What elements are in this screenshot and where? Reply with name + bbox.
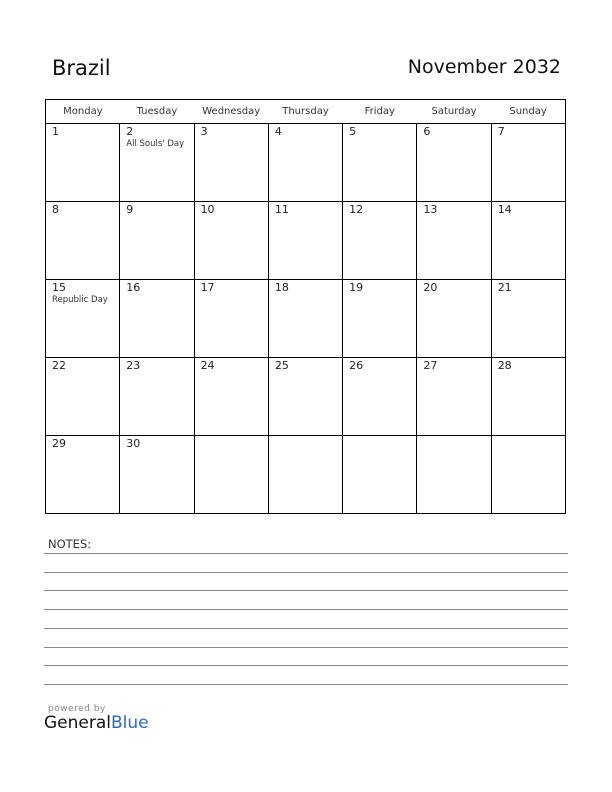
day-number: 17 xyxy=(200,281,215,294)
notes-line xyxy=(44,665,568,666)
weekday-thursday: Thursday xyxy=(268,100,342,124)
day-number: 16 xyxy=(126,281,141,294)
day-cell[interactable] xyxy=(268,202,342,280)
day-number: 6 xyxy=(423,125,431,138)
country-title: Brazil xyxy=(52,56,111,80)
day-number: 10 xyxy=(200,203,215,216)
day-cell[interactable] xyxy=(194,280,268,358)
day-cell[interactable] xyxy=(343,124,417,202)
day-number: 5 xyxy=(349,125,357,138)
day-number: 15 xyxy=(52,281,66,294)
notes-label: NOTES: xyxy=(48,537,92,551)
day-cell[interactable] xyxy=(46,436,120,514)
weekday-wednesday: Wednesday xyxy=(194,100,268,124)
powered-by-text: powered by xyxy=(48,704,106,714)
weekday-monday: Monday xyxy=(46,100,120,124)
week-row xyxy=(46,124,566,202)
day-number: 1 xyxy=(52,125,59,138)
day-cell[interactable] xyxy=(194,358,268,436)
day-cell[interactable] xyxy=(194,436,268,514)
week-row xyxy=(46,202,566,280)
day-cell[interactable] xyxy=(417,436,491,514)
day-cell[interactable] xyxy=(417,124,491,202)
brand-logo xyxy=(44,713,149,733)
day-cell[interactable] xyxy=(120,280,194,358)
day-number: 26 xyxy=(349,359,364,372)
day-cell[interactable] xyxy=(343,280,417,358)
day-number: 11 xyxy=(274,203,289,216)
day-cell[interactable] xyxy=(268,280,342,358)
day-cell[interactable] xyxy=(343,436,417,514)
day-number: 2 xyxy=(126,125,134,138)
notes-line xyxy=(44,628,568,629)
day-number: 13 xyxy=(423,203,438,216)
week-row xyxy=(46,358,566,436)
day-cell[interactable] xyxy=(491,124,565,202)
day-number: 14 xyxy=(497,203,512,216)
day-number: 20 xyxy=(423,281,438,294)
day-cell[interactable] xyxy=(194,202,268,280)
day-number: 12 xyxy=(349,203,364,216)
notes-line xyxy=(44,572,568,573)
day-cell[interactable] xyxy=(491,202,565,280)
notes-line xyxy=(44,553,568,554)
week-row xyxy=(46,280,566,358)
day-cell[interactable] xyxy=(417,358,491,436)
day-cell[interactable] xyxy=(46,124,120,202)
day-number: 23 xyxy=(126,359,141,372)
day-number: 9 xyxy=(126,203,134,216)
day-cell[interactable] xyxy=(491,280,565,358)
notes-line xyxy=(44,590,568,591)
day-cell[interactable] xyxy=(343,358,417,436)
day-number: 24 xyxy=(200,359,215,372)
holiday-label: Republic Day xyxy=(52,295,108,305)
footer-branding xyxy=(44,704,149,733)
holiday-label: All Souls' Day xyxy=(126,139,185,149)
weekday-saturday: Saturday xyxy=(417,100,491,124)
day-cell[interactable] xyxy=(491,358,565,436)
day-cell[interactable] xyxy=(268,358,342,436)
day-number: 21 xyxy=(497,281,512,294)
brand-blue: Blue xyxy=(111,713,149,733)
day-cell[interactable] xyxy=(194,124,268,202)
weekday-friday: Friday xyxy=(343,100,417,124)
week-row xyxy=(46,436,566,514)
day-cell[interactable] xyxy=(491,436,565,514)
day-number: 28 xyxy=(497,359,512,372)
day-cell[interactable] xyxy=(46,202,120,280)
notes-line xyxy=(44,647,568,648)
month-year-title: November 2032 xyxy=(407,56,561,78)
day-cell[interactable] xyxy=(120,202,194,280)
weekday-header-row xyxy=(46,100,566,124)
day-number: 25 xyxy=(274,359,289,372)
day-number: 3 xyxy=(200,125,208,138)
day-number: 27 xyxy=(423,359,438,372)
day-number: 8 xyxy=(52,203,59,216)
notes-line xyxy=(44,684,568,685)
day-number: 30 xyxy=(126,437,141,450)
day-cell[interactable] xyxy=(120,124,194,202)
day-cell[interactable] xyxy=(46,358,120,436)
day-cell[interactable] xyxy=(417,202,491,280)
notes-line xyxy=(44,609,568,610)
day-number: 29 xyxy=(52,437,66,450)
brand-general: General xyxy=(44,713,111,733)
weekday-tuesday: Tuesday xyxy=(120,100,194,124)
weekday-sunday: Sunday xyxy=(491,100,565,124)
day-cell[interactable] xyxy=(46,280,120,358)
day-number: 4 xyxy=(274,125,282,138)
day-number: 22 xyxy=(52,359,66,372)
day-cell[interactable] xyxy=(268,124,342,202)
day-number: 18 xyxy=(274,281,289,294)
day-number: 19 xyxy=(349,281,364,294)
day-cell[interactable] xyxy=(417,280,491,358)
day-cell[interactable] xyxy=(343,202,417,280)
day-cell[interactable] xyxy=(268,436,342,514)
day-cell[interactable] xyxy=(120,358,194,436)
day-cell[interactable] xyxy=(120,436,194,514)
day-number: 7 xyxy=(497,125,505,138)
calendar-grid xyxy=(45,99,566,514)
